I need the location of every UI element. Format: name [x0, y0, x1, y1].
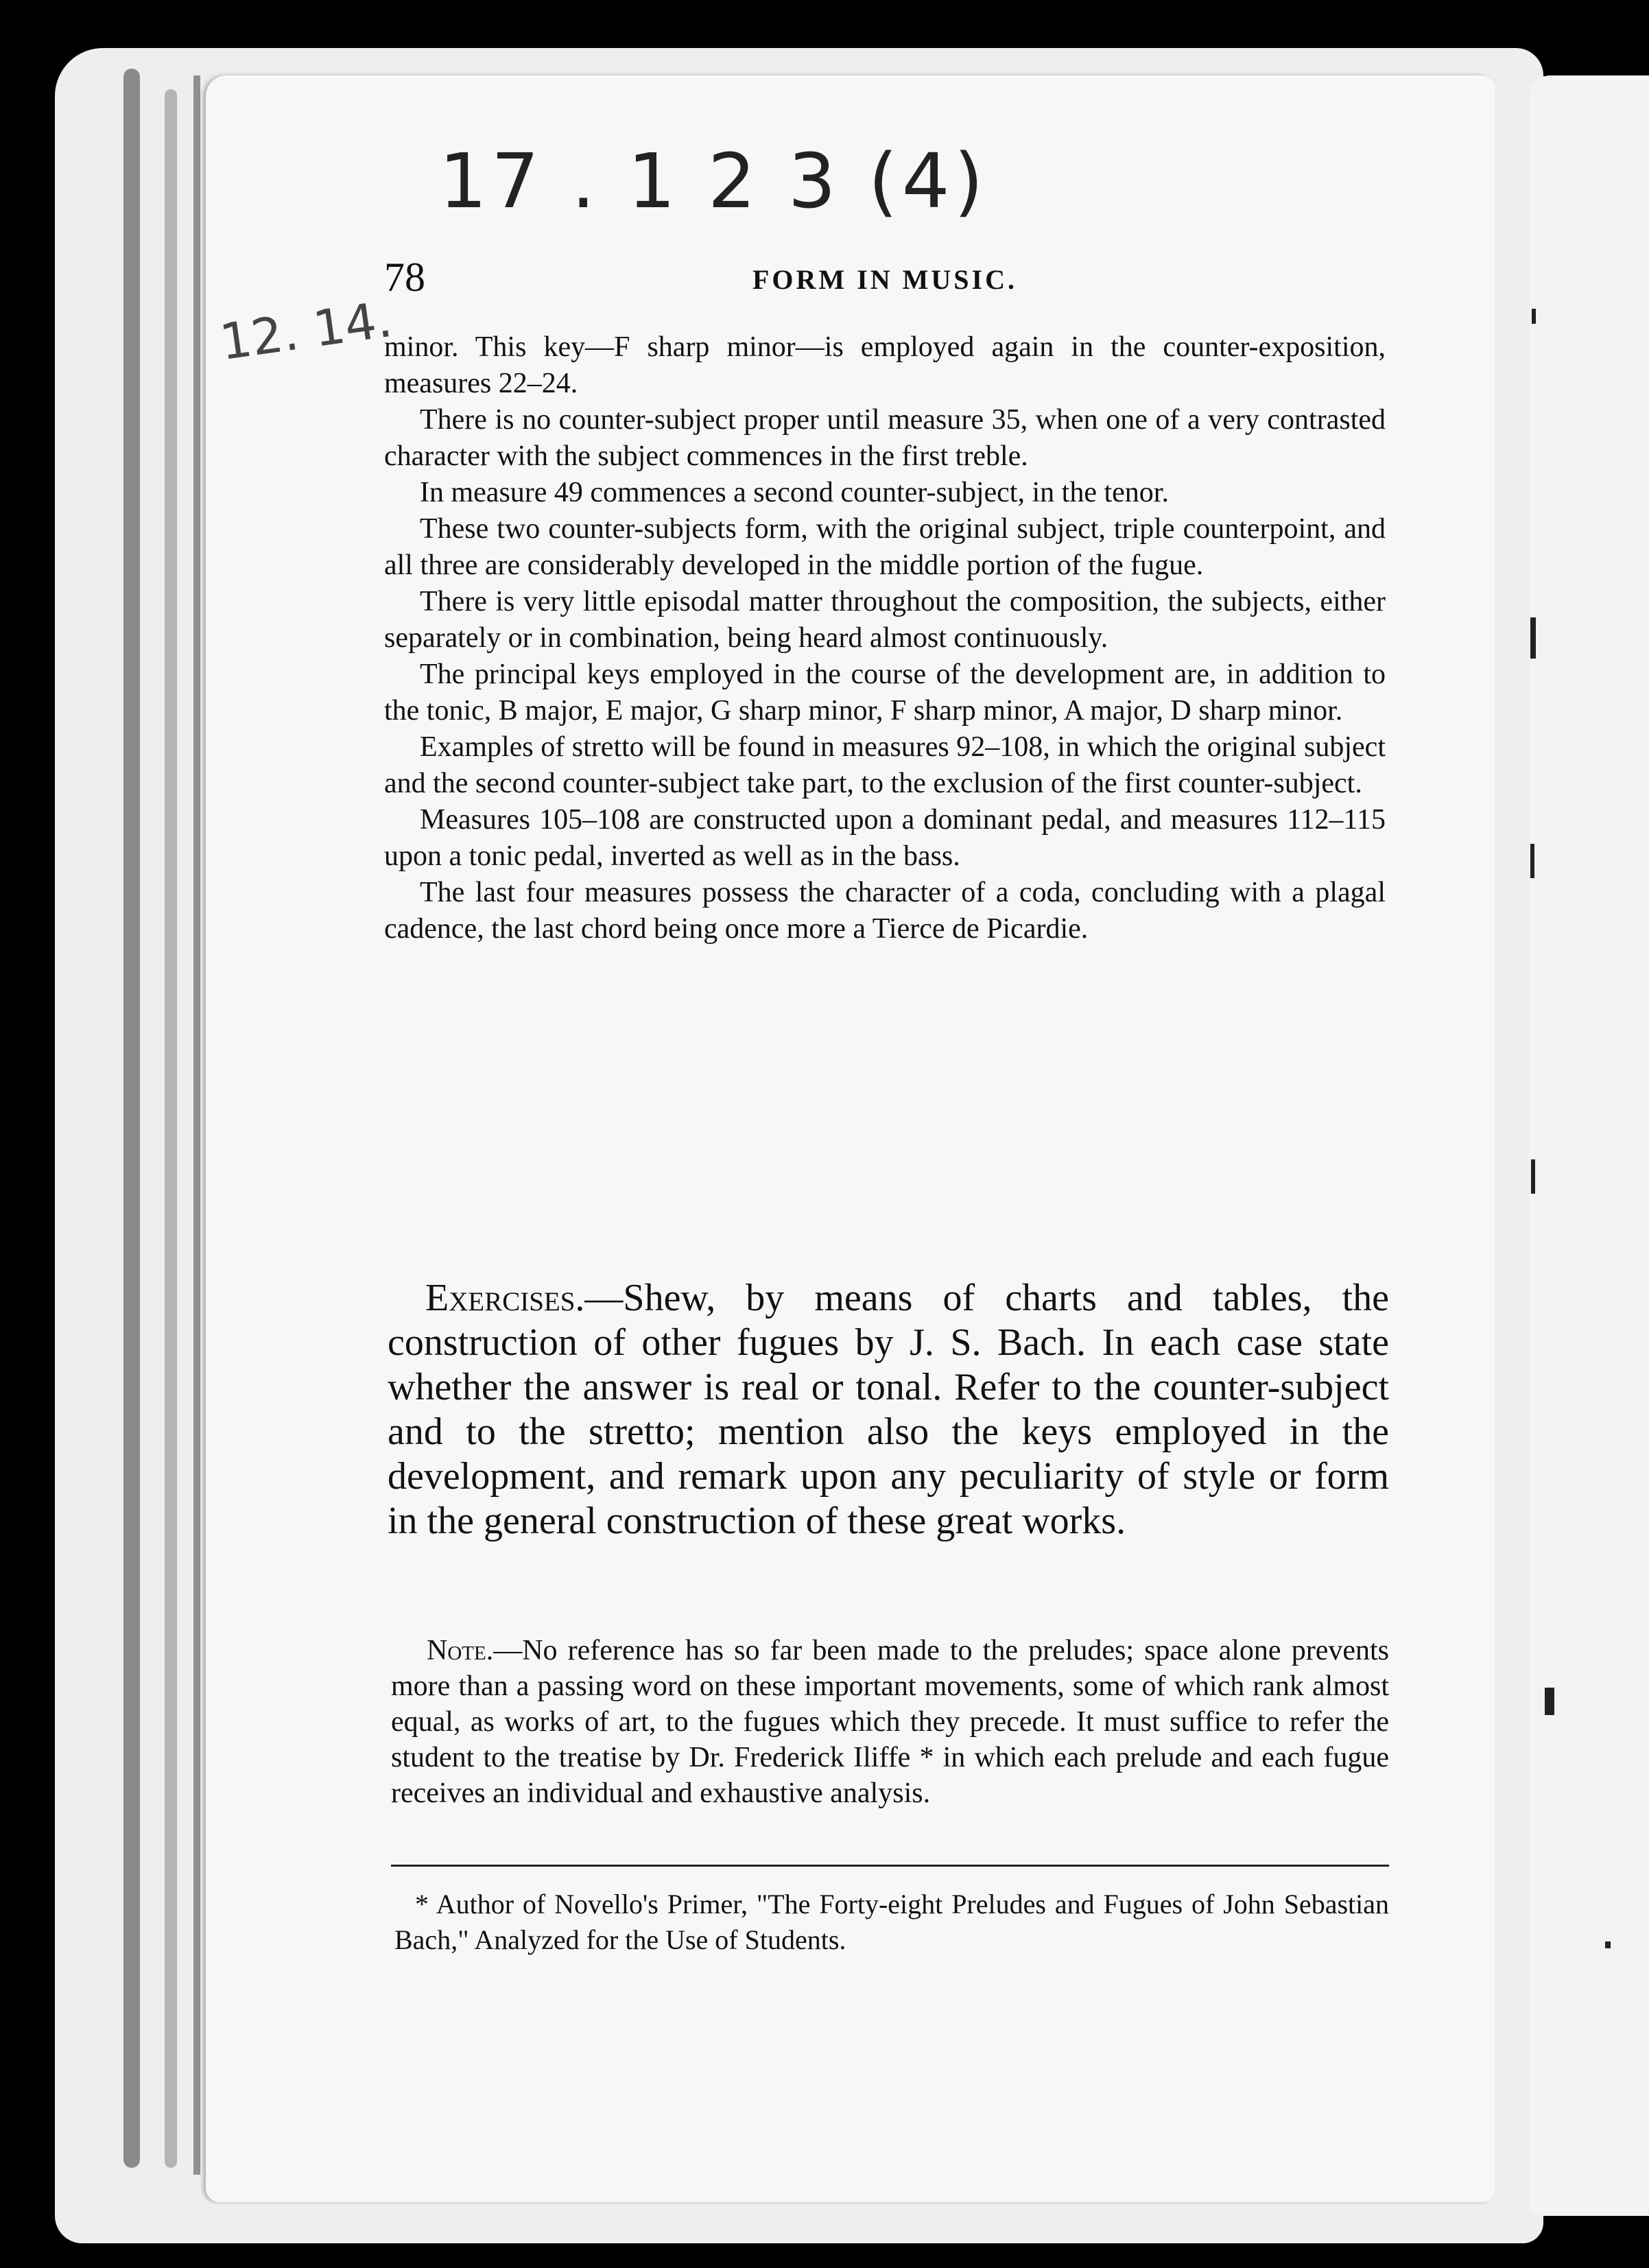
- facing-page-mark: [1545, 1688, 1554, 1715]
- facing-page-mark: [1530, 844, 1534, 878]
- paragraph: In measure 49 commences a second counter-subject, in the tenor.: [420, 477, 1169, 508]
- paragraph: The principal keys employed in the course of the development are, in addition to the tonic, B major, E major, G sharp minor, F sharp minor, A major, D sharp minor.: [384, 659, 1386, 727]
- facing-page-mark: [1605, 1941, 1611, 1948]
- note-label: Note.: [427, 1635, 494, 1666]
- exercises-text: —Shew, by means of charts and tables, the construction of other fugues by J. S. Bach. In each case state whether the answer is real or tonal. Refer to the counter-subject and to the stretto; mention also the keys employed in the development, and remark upon any peculiarity of style or form in the general construction of these great works.: [388, 1277, 1389, 1542]
- footnote: * Author of Novello's Primer, "The Forty-eight Preludes and Fugues of John Sebastian Bach," Analyzed for the Use of Students.: [394, 1889, 1389, 1955]
- paragraph: Measures 105–108 are constructed upon a dominant pedal, and measures 112–115 upon a tonic pedal, inverted as well as in the bass.: [384, 804, 1386, 872]
- paragraph: Examples of stretto will be found in measures 92–108, in which the original subject and the second counter-subject take part, to the exclusion of the first counter-subject.: [384, 731, 1386, 799]
- running-title: FORM IN MUSIC.: [752, 264, 1017, 295]
- exercises-label: Exercises.: [425, 1277, 585, 1319]
- page-edge: [123, 69, 140, 2168]
- page-header: [384, 254, 1386, 309]
- paragraph: minor. This key—F sharp minor—is employed again in the counter-exposition, measures 22–24.: [384, 331, 1386, 399]
- body-text: [384, 329, 1386, 947]
- facing-page-mark: [1530, 617, 1536, 659]
- page-number: 78: [384, 255, 425, 300]
- paragraph: These two counter-subjects form, with the original subject, triple counterpoint, and all three are considerably developed in the middle portion of the fugue.: [384, 513, 1386, 581]
- exercises-paragraph: [388, 1276, 1389, 1544]
- facing-page-mark: [1532, 309, 1536, 324]
- page-edge: [193, 75, 200, 2175]
- page-edge: [165, 89, 177, 2168]
- paragraph: There is very little episodal matter throughout the composition, the subjects, either separately or in combination, being heard almost continuously.: [384, 586, 1386, 654]
- paragraph: The last four measures possess the character of a coda, concluding with a plagal cadence, the last chord being once more a Tierce de Picardie.: [384, 877, 1386, 945]
- paragraph: There is no counter-subject proper until measure 35, when one of a very contrasted character with the subject commences in the first treble.: [384, 404, 1386, 472]
- handwritten-shelfmark: 17 . 1 2 3 (4): [439, 137, 988, 225]
- footnote-rule: [391, 1865, 1389, 1867]
- note-paragraph: [391, 1633, 1389, 1811]
- handwritten-margin-note: 12. 14.: [216, 290, 396, 372]
- facing-page-mark: [1531, 1159, 1535, 1194]
- facing-page-edge: [1530, 75, 1649, 2216]
- note-text: —No reference has so far been made to the preludes; space alone prevents more than a passing word on these important movements, some of which rank almost equal, as works of art, to the fugues which they precede. It must suffice to refer the student to the treatise by Dr. Frederick Iliffe * in which each prelude and each fugue receives an individual and exhaustive analysis.: [391, 1635, 1389, 1809]
